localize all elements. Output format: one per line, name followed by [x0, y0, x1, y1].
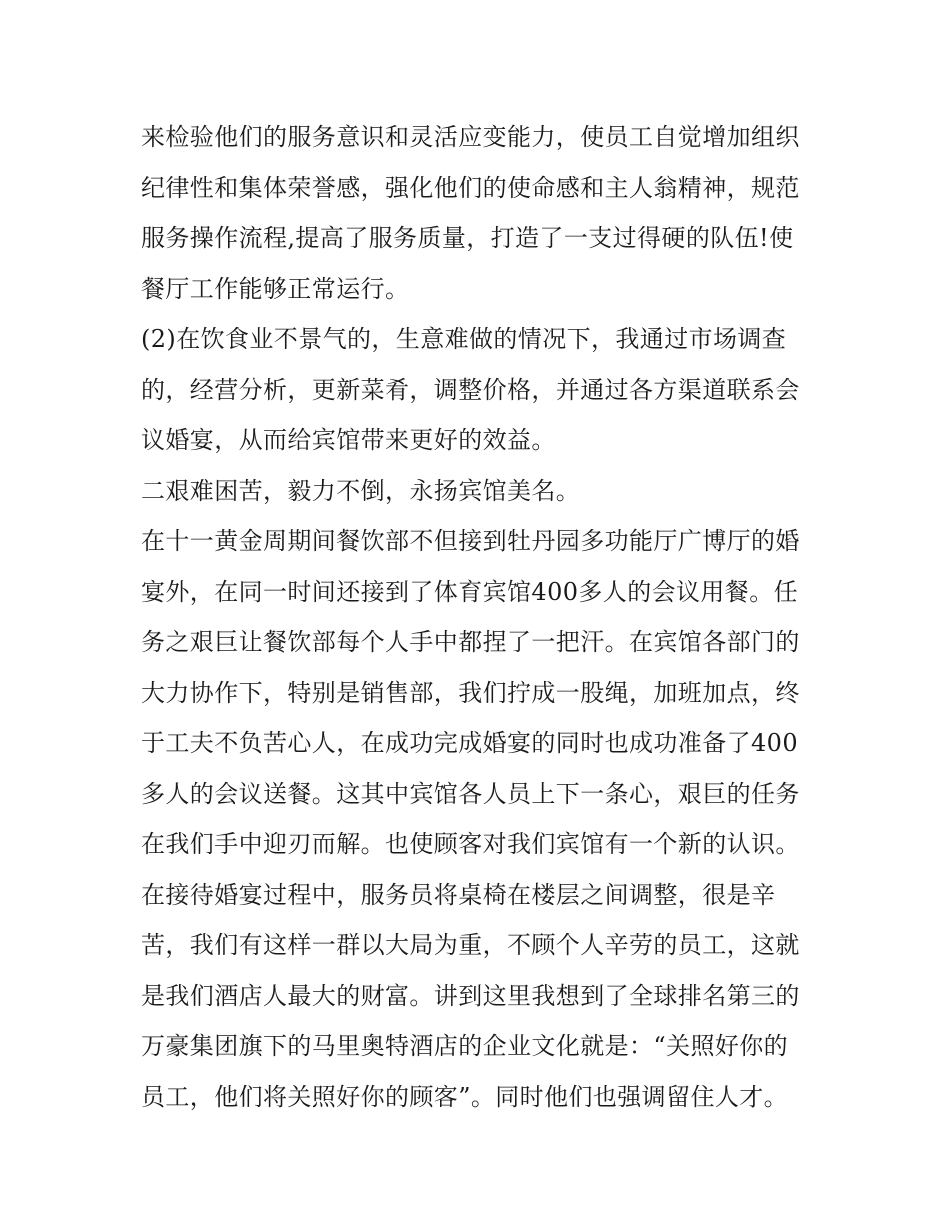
text-line: 大力协作下，特别是销售部，我们拧成一股绳，加班加点，终	[141, 678, 800, 707]
text-line: 是我们酒店人最大的财富。讲到这里我想到了全球排名第三的	[141, 981, 800, 1010]
text-line: 员工，他们将关照好你的顾客”。同时他们也强调留住人才。	[141, 1082, 789, 1111]
text-line: 苦，我们有这样一群以大局为重，不顾个人辛劳的员工，这就	[141, 931, 800, 959]
text-line: 在接待婚宴过程中，服务员将桌椅在楼层之间调整，很是辛	[141, 880, 776, 909]
text-line: (2)在饮食业不景气的，生意难做的情况下，我通过市场调查	[141, 325, 787, 353]
text-line: 来检验他们的服务意识和灵活应变能力，使员工自觉增加组织	[141, 123, 800, 151]
body-text	[141, 112, 821, 1122]
text-line: 万豪集团旗下的马里奥特酒店的企业文化就是：“关照好你的	[141, 1032, 789, 1060]
text-line: 的，经营分析，更新菜肴，调整价格，并通过各方渠道联系会	[141, 375, 800, 404]
text-line: 纪律性和集体荣誉感，强化他们的使命感和主人翁精神，规范	[141, 173, 800, 202]
text-line: 务之艰巨让餐饮部每个人手中都捏了一把汗。在宾馆各部门的	[141, 628, 800, 656]
text-line: 餐厅工作能够正常运行。	[141, 274, 410, 303]
text-line: 议婚宴，从而给宾馆带来更好的效益。	[141, 426, 556, 454]
text-line: 在十一黄金周期间餐饮部不但接到牡丹园多功能厅广博厅的婚	[141, 527, 800, 555]
text-line: 于工夫不负苦心人，在成功完成婚宴的同时也成功准备了400	[141, 729, 799, 757]
text-line: 宴外，在同一时间还接到了体育宾馆400多人的会议用餐。任	[141, 577, 799, 606]
text-line: 多人的会议送餐。这其中宾馆各人员上下一条心，艰巨的任务	[141, 779, 800, 808]
section-heading: 二艰难困苦，毅力不倒，永扬宾馆美名。	[141, 476, 581, 505]
text-line: 在我们手中迎刃而解。也使顾客对我们宾馆有一个新的认识。	[141, 830, 800, 858]
text-line: 服务操作流程,提高了服务质量，打造了一支过得硬的队伍!使	[141, 224, 794, 252]
